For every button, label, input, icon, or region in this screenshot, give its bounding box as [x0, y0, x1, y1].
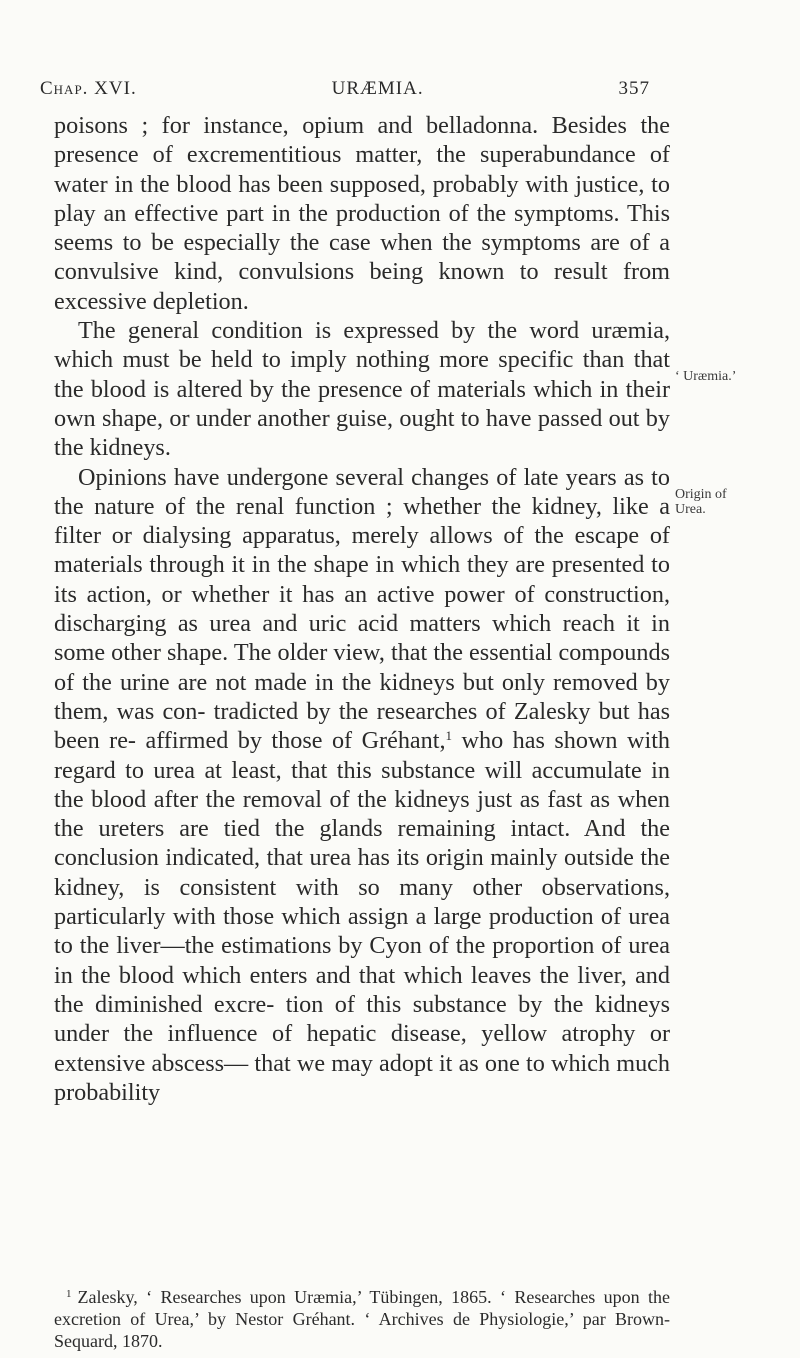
- footnote-mark: 1: [66, 1288, 72, 1300]
- page-number: 357: [618, 78, 650, 99]
- running-title: URÆMIA.: [331, 78, 424, 99]
- margin-note-origin-of-urea: Origin of Urea.: [675, 487, 727, 517]
- paragraph-2: The general condition is expressed by the word uræmia, which must be held to imply nothing more specific than that the blood is altered by the presence of materials which in their own shape, or under another guise, ought to have passed out by the kidneys.: [54, 317, 670, 462]
- margin-note-uraemia: ‘ Uræmia.’: [675, 369, 737, 384]
- paragraph-3-part-2: who has shown with regard to urea at least, that this substance will accumulate in the blood after the removal of the kidneys just as fast as when the ureters are tied the glands remaining intact. And the conclusion indicated, that urea has its origin mainly outside the kidney, is consistent with so many other observations, particularly with those which assign a large production of urea to the liver—the estimations by Cyon of the proportion of urea in the blood which enters and that which leaves the liver, and the diminished excre- tion of this substance by the kidneys under the influence of hepatic disease, yellow atrophy or extensive abscess— that we may adopt it as one to which much probability: [54, 727, 671, 1106]
- footnote-text: Zalesky, ‘ Researches upon Uræmia,’ Tübingen, 1865. ‘ Researches upon the excretion of Urea,’ by Nestor Gréhant. ‘ Archives de Physiologie,’ par Brown-Sequard, 1870.: [54, 1287, 670, 1351]
- paragraph-1: poisons ; for instance, opium and belladonna. Besides the presence of excrementitious matter, the superabundance of water in the blood has been supposed, probably with justice, to play an effective part in the production of the symptoms. This seems to be especially the case when the symptoms are of a convulsive kind, convulsions being known to result from excessive depletion.: [54, 112, 670, 315]
- main-text: [54, 111, 670, 1107]
- footnote: [54, 1283, 670, 1352]
- paragraph-3-part-1: Opinions have undergone several changes of late years as to the nature of the renal function ; whether the kidney, like a filter or dialysing apparatus, merely allows of the escape of materials through it in the shape in which they are presented to its action, or whether it has an active power of construction, discharging as urea and uric acid matters which reach it in some other shape. The older view, that the essential compounds of the urine are not made in the kidneys but only removed by them, was con- tradicted by the researches of Zalesky but has been re- affirmed by those of Gréhant,: [54, 463, 670, 755]
- footnote-reference: 1: [445, 728, 453, 744]
- running-header: [40, 78, 650, 100]
- paragraph-3: [54, 463, 670, 1108]
- chapter-label: Chap. XVI.: [40, 78, 137, 99]
